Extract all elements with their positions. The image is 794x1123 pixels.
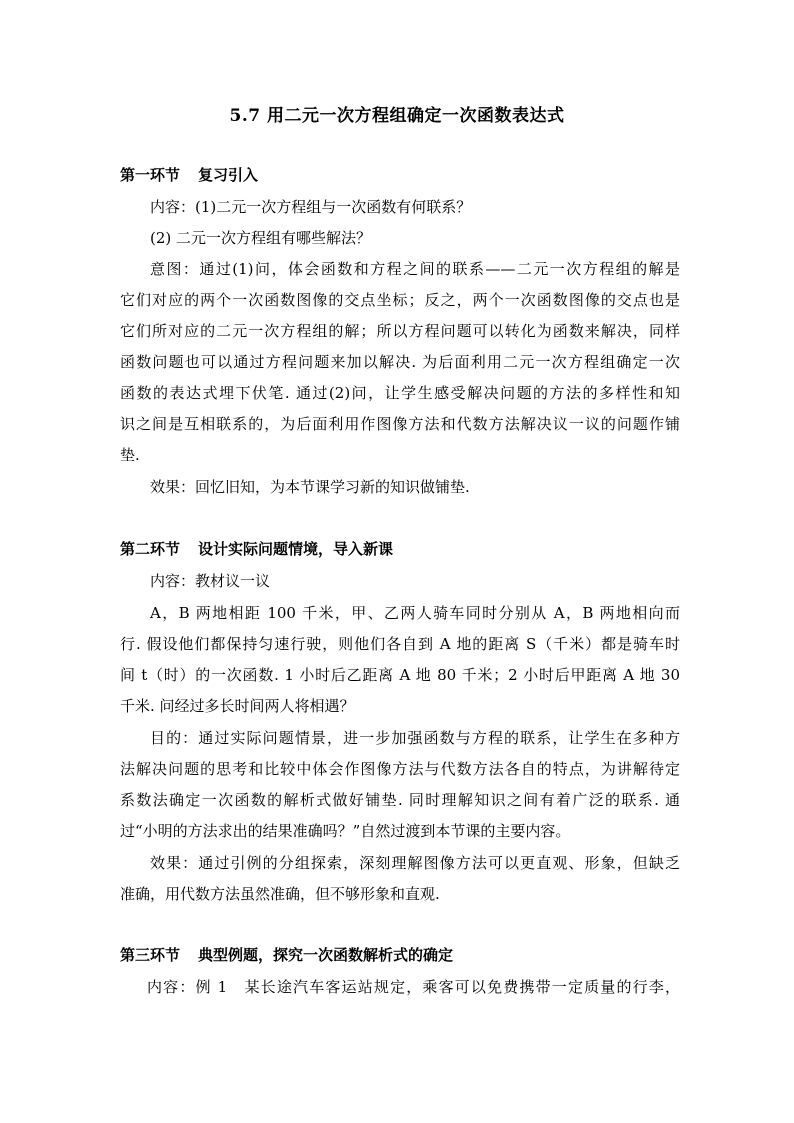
section2-content: 内容：教材议一议 [150,572,271,590]
page-title: 5.7 用二元一次方程组确定一次函数表达式 [229,106,565,126]
section1-intent-line-2: 它们对应的两个一次函数图像的交点坐标；反之，两个一次函数图像的交点也是 [120,291,680,309]
section1-content-q1: 内容：(1)二元一次方程组与一次函数有何联系？ [150,198,472,216]
section2-effect-line-2: 准确，用代数方法虽然准确，但不够形象和直观. [120,885,440,903]
section1-heading-number: 第一环节 [120,166,181,184]
section2-heading-title: 设计实际问题情境，导入新课 [198,540,394,558]
section2-heading [120,538,393,560]
section1-effect: 效果：回忆旧知，为本节课学习新的知识做铺垫. [150,478,470,496]
section2-problem-line-4: 千米. 问经过多长时间两人将相遇？ [120,697,355,715]
section1-heading [120,164,258,186]
section2-purpose-line-3: 系数法确定一次函数的解析式做好铺垫. 同时理解知识之间有着广泛的联系. 通 [120,791,680,809]
section3-heading-title: 典型例题，探究一次函数解析式的确定 [198,946,454,964]
section2-purpose-line-1: 目的：通过实际问题情景，进一步加强函数与方程的联系，让学生在多种方 [150,729,680,747]
section1-intent-line-1: 意图：通过(1)问，体会函数和方程之间的联系——二元一次方程组的解是 [150,260,680,278]
section1-heading-title: 复习引入 [198,166,259,184]
section2-problem-line-1: A，B 两地相距 100 千米，甲、乙两人骑车同时分别从 A，B 两地相向而 [150,604,680,622]
section1-intent-line-6: 识之间是互相联系的，为后面利用作图像方法和代数方法解决议一议的问题作铺 [120,415,680,433]
section2-effect-line-1: 效果：通过引例的分组探索，深刻理解图像方法可以更直观、形象，但缺乏 [150,854,680,872]
section2-problem-line-3: 间 t（时）的一次函数. 1 小时后乙距离 A 地 80 千米；2 小时后甲距离 A 地 30 [120,666,680,684]
section2-problem-line-2: 行. 假设他们都保持匀速行驶，则他们各自到 A 地的距离 S（千米）都是骑车时 [120,635,680,653]
section1-intent-line-7: 垫. [120,446,140,464]
section3-heading [120,944,453,966]
section3-heading-number: 第三环节 [120,946,181,964]
section1-intent-line-5: 函数的表达式埋下伏笔. 通过(2)问，让学生感受解决问题的方法的多样性和知 [120,384,680,402]
section3-content: 内容：例 1 某长途汽车客运站规定，乘客可以免费携带一定质量的行李， [147,978,680,996]
section1-intent-line-4: 函数问题也可以通过方程问题来加以解决. 为后面利用二元一次方程组确定一次 [120,353,680,371]
section1-intent-line-3: 它们所对应的二元一次方程组的解；所以方程问题可以转化为函数来解决，同样 [120,322,680,340]
section2-heading-number: 第二环节 [120,540,181,558]
section2-purpose-line-2: 法解决问题的思考和比较中体会作图像方法与代数方法各自的特点，为讲解待定 [120,760,680,778]
section1-content-q2: (2) 二元一次方程组有哪些解法？ [150,229,372,247]
section2-purpose-line-4: 过“小明的方法求出的结果准确吗？”自然过渡到本节课的主要内容。 [120,822,571,840]
